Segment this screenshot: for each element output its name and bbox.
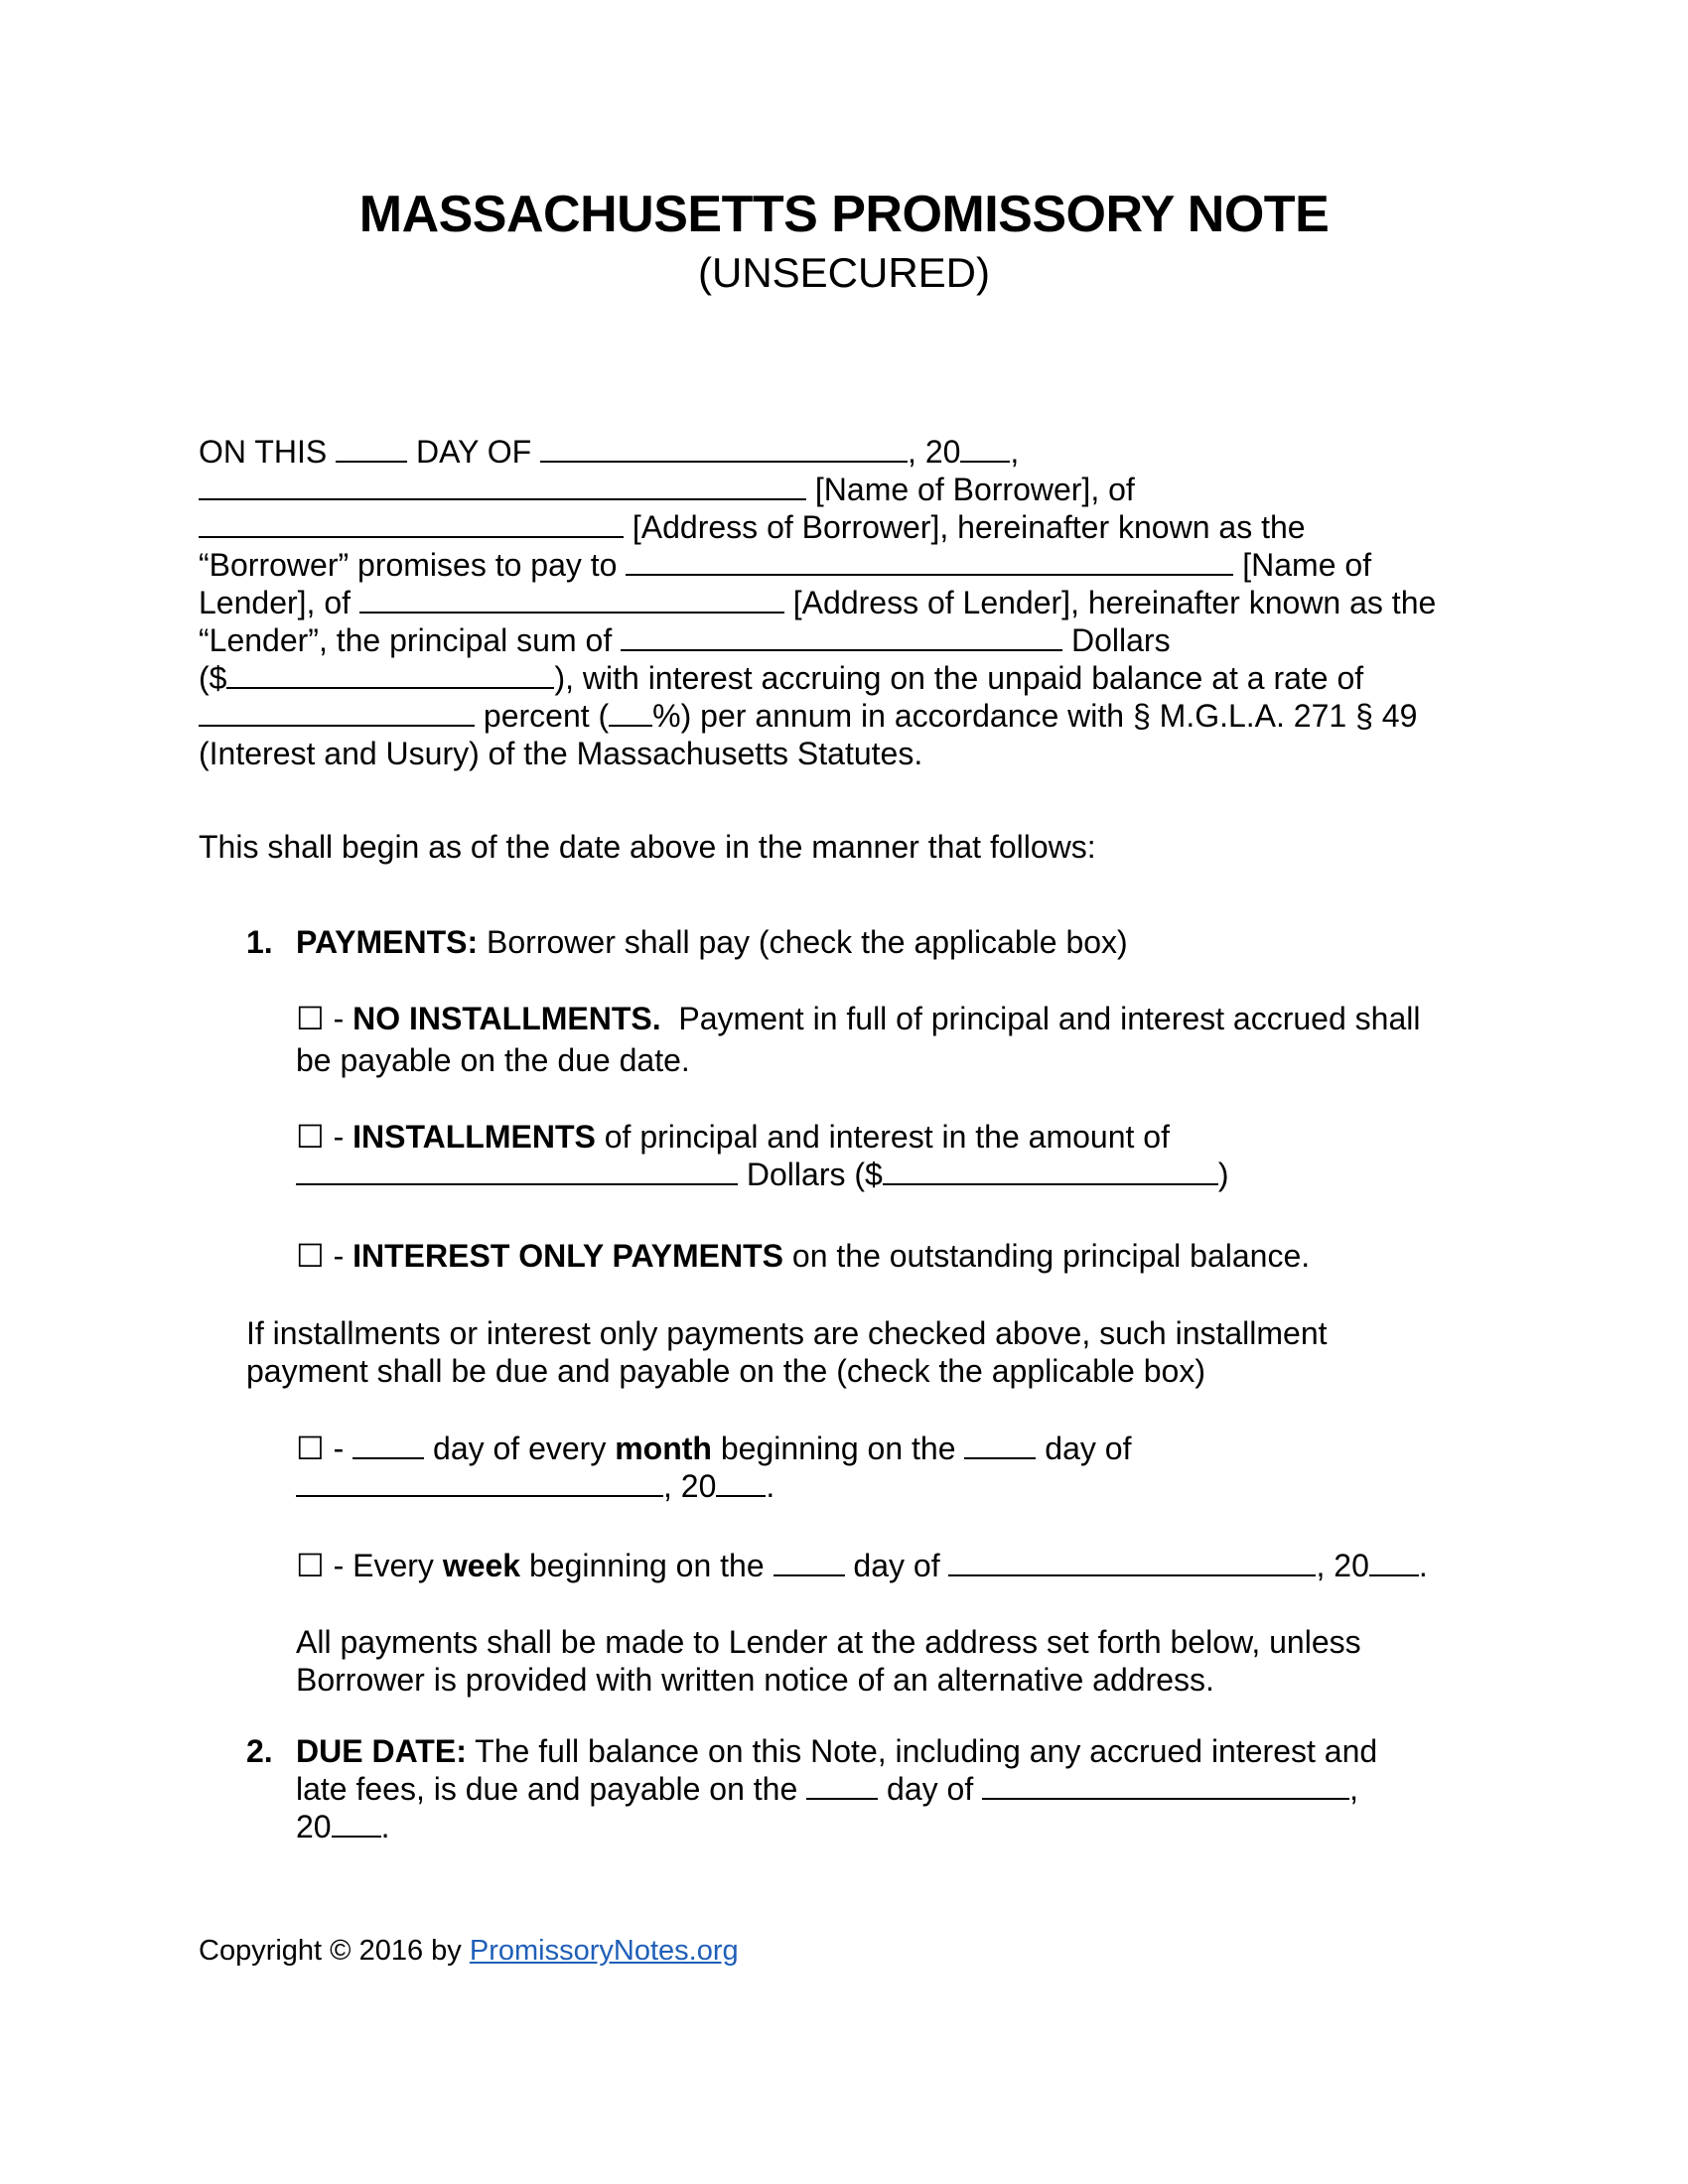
intro-text: [Address of Lender], hereinafter known as the [783,585,1437,620]
option-monthly-cont [296,1467,774,1505]
section-1-heading [246,923,1128,961]
intro-line-7 [199,659,1363,697]
monthly-month-blank[interactable] [296,1467,663,1497]
section-number: 1. [246,924,273,960]
section-number: 2. [246,1733,273,1769]
option-text: on the outstanding principal balance. [783,1238,1311,1274]
option-no-installments-cont: be payable on the due date. [296,1042,690,1078]
intro-line-9: (Interest and Usury) of the Massachusetts Statutes. [199,736,923,771]
section-text: The full balance on this Note, including any accrued interest and [466,1733,1378,1769]
option-text: beginning on the [711,1431,965,1466]
intro-line-4 [199,546,1371,584]
section-text: , [1349,1771,1358,1807]
intro-text: ON THIS [199,434,337,470]
option-monthly [296,1430,1131,1467]
option-text: day of [844,1548,949,1583]
installment-amount-blank[interactable] [883,1156,1218,1185]
option-text: Payment in full of principal and interest accrued shall [660,1001,1421,1036]
option-heading: INSTALLMENTS [352,1119,596,1155]
option-text: , 20 [663,1468,717,1504]
option-text: day of every [424,1431,616,1466]
due-day-blank[interactable] [806,1770,878,1800]
month-blank[interactable] [540,433,908,463]
document-subtitle: (UNSECURED) [698,249,990,296]
dash: - [324,1548,353,1583]
checkbox-icon[interactable]: ☐ [296,1119,325,1155]
year-blank[interactable] [960,433,1010,463]
section-text: day of [878,1771,983,1807]
option-no-installments [296,1000,1420,1037]
option-text: Dollars ($ [738,1157,883,1192]
copyright-footer [199,1932,739,1970]
dash: - [324,1431,353,1466]
intro-text: ), with interest accruing on the unpaid balance at a rate of [554,660,1364,696]
checkbox-icon[interactable]: ☐ [296,1431,325,1466]
website-link[interactable]: PromissoryNotes.org [469,1935,739,1967]
intro-text: “Lender”, the principal sum of [199,622,622,658]
intro-text: Lender], of [199,585,359,620]
principal-words-blank[interactable] [621,621,1062,651]
intro-line-3 [199,508,1306,546]
principal-amount-blank[interactable] [226,659,554,689]
section-text: late fees, is due and payable on the [296,1771,807,1807]
intro-text: , [1010,434,1020,470]
option-heading: INTEREST ONLY PAYMENTS [352,1238,783,1274]
option-text: , 20 [1316,1548,1369,1583]
intro-text: [Name of [1233,547,1372,583]
section-text: 20 [296,1809,332,1844]
option-bold-text: month [615,1431,712,1466]
section-text: Borrower shall pay (check the applicable box) [478,924,1128,960]
condition-line-2: payment shall be due and payable on the (check the applicable box) [246,1353,1205,1389]
day-blank[interactable] [336,433,407,463]
option-interest-only [296,1237,1310,1275]
option-text: . [766,1468,775,1504]
intro-text: “Borrower” promises to pay to [199,547,627,583]
monthly-year-blank[interactable] [716,1467,766,1497]
due-month-blank[interactable] [982,1770,1349,1800]
option-text: ) [1217,1157,1229,1192]
payments-address-line-1: All payments shall be made to Lender at the address set forth below, unless [296,1624,1361,1660]
intro-text: [Name of Borrower], of [806,472,1135,507]
document-title: MASSACHUSETTS PROMISSORY NOTE [358,186,1330,243]
intro-text: , 20 [908,434,961,470]
copyright-text: Copyright © 2016 by [199,1935,470,1967]
intro-line-8 [199,697,1417,735]
option-text: day of [1036,1431,1132,1466]
option-text: Every [352,1548,443,1583]
option-text: beginning on the [520,1548,774,1583]
due-year-blank[interactable] [332,1808,381,1838]
condition-line-1: If installments or interest only payments are checked above, such installment [246,1315,1328,1351]
rate-words-blank[interactable] [199,697,475,727]
option-installments [296,1118,1170,1156]
dash: - [324,1001,353,1036]
intro-line-1 [199,433,1019,471]
intro-text: [Address of Borrower], hereinafter known as the [624,509,1306,545]
option-bold-text: week [442,1548,521,1583]
intro-text: %) per annum in accordance with § M.G.L.A. 271 § 49 [652,698,1418,734]
dash: - [324,1119,353,1155]
option-heading: NO INSTALLMENTS. [352,1001,661,1036]
intro-text: Dollars [1062,622,1171,658]
option-weekly [296,1547,1428,1584]
weekly-day-blank[interactable] [774,1547,845,1576]
intro-text: DAY OF [407,434,541,470]
monthly-day-blank[interactable] [352,1430,424,1459]
intro-line-5 [199,584,1436,621]
installment-words-blank[interactable] [296,1156,738,1185]
intro-line-6 [199,621,1171,659]
dash: - [324,1238,353,1274]
weekly-year-blank[interactable] [1369,1547,1419,1576]
borrower-name-blank[interactable] [199,471,806,500]
checkbox-icon[interactable]: ☐ [296,1238,325,1274]
intro-line-2 [199,471,1135,508]
intro-text: ($ [199,660,227,696]
intro-text: percent ( [475,698,610,734]
rate-percent-blank[interactable] [609,697,652,727]
section-text: . [380,1809,390,1844]
due-date-line-3 [296,1808,389,1845]
option-text: of principal and interest in the amount of [595,1119,1170,1155]
borrower-address-blank[interactable] [199,508,624,538]
monthly-start-day-blank[interactable] [964,1430,1036,1459]
option-text: . [1418,1548,1428,1583]
checkbox-icon[interactable]: ☐ [296,1001,325,1036]
weekly-month-blank[interactable] [948,1547,1316,1576]
due-date-line-2 [296,1770,1358,1808]
section-2-heading [246,1732,1377,1770]
option-installments-amount [296,1156,1228,1193]
section-heading: DUE DATE: [296,1733,467,1769]
payments-address-line-2: Borrower is provided with written notice of an alternative address. [296,1662,1214,1698]
section-heading: PAYMENTS: [296,924,479,960]
checkbox-icon[interactable]: ☐ [296,1548,325,1583]
lender-name-blank[interactable] [626,546,1233,576]
begin-text: This shall begin as of the date above in the manner that follows: [199,829,1096,865]
lender-address-blank[interactable] [359,584,784,614]
